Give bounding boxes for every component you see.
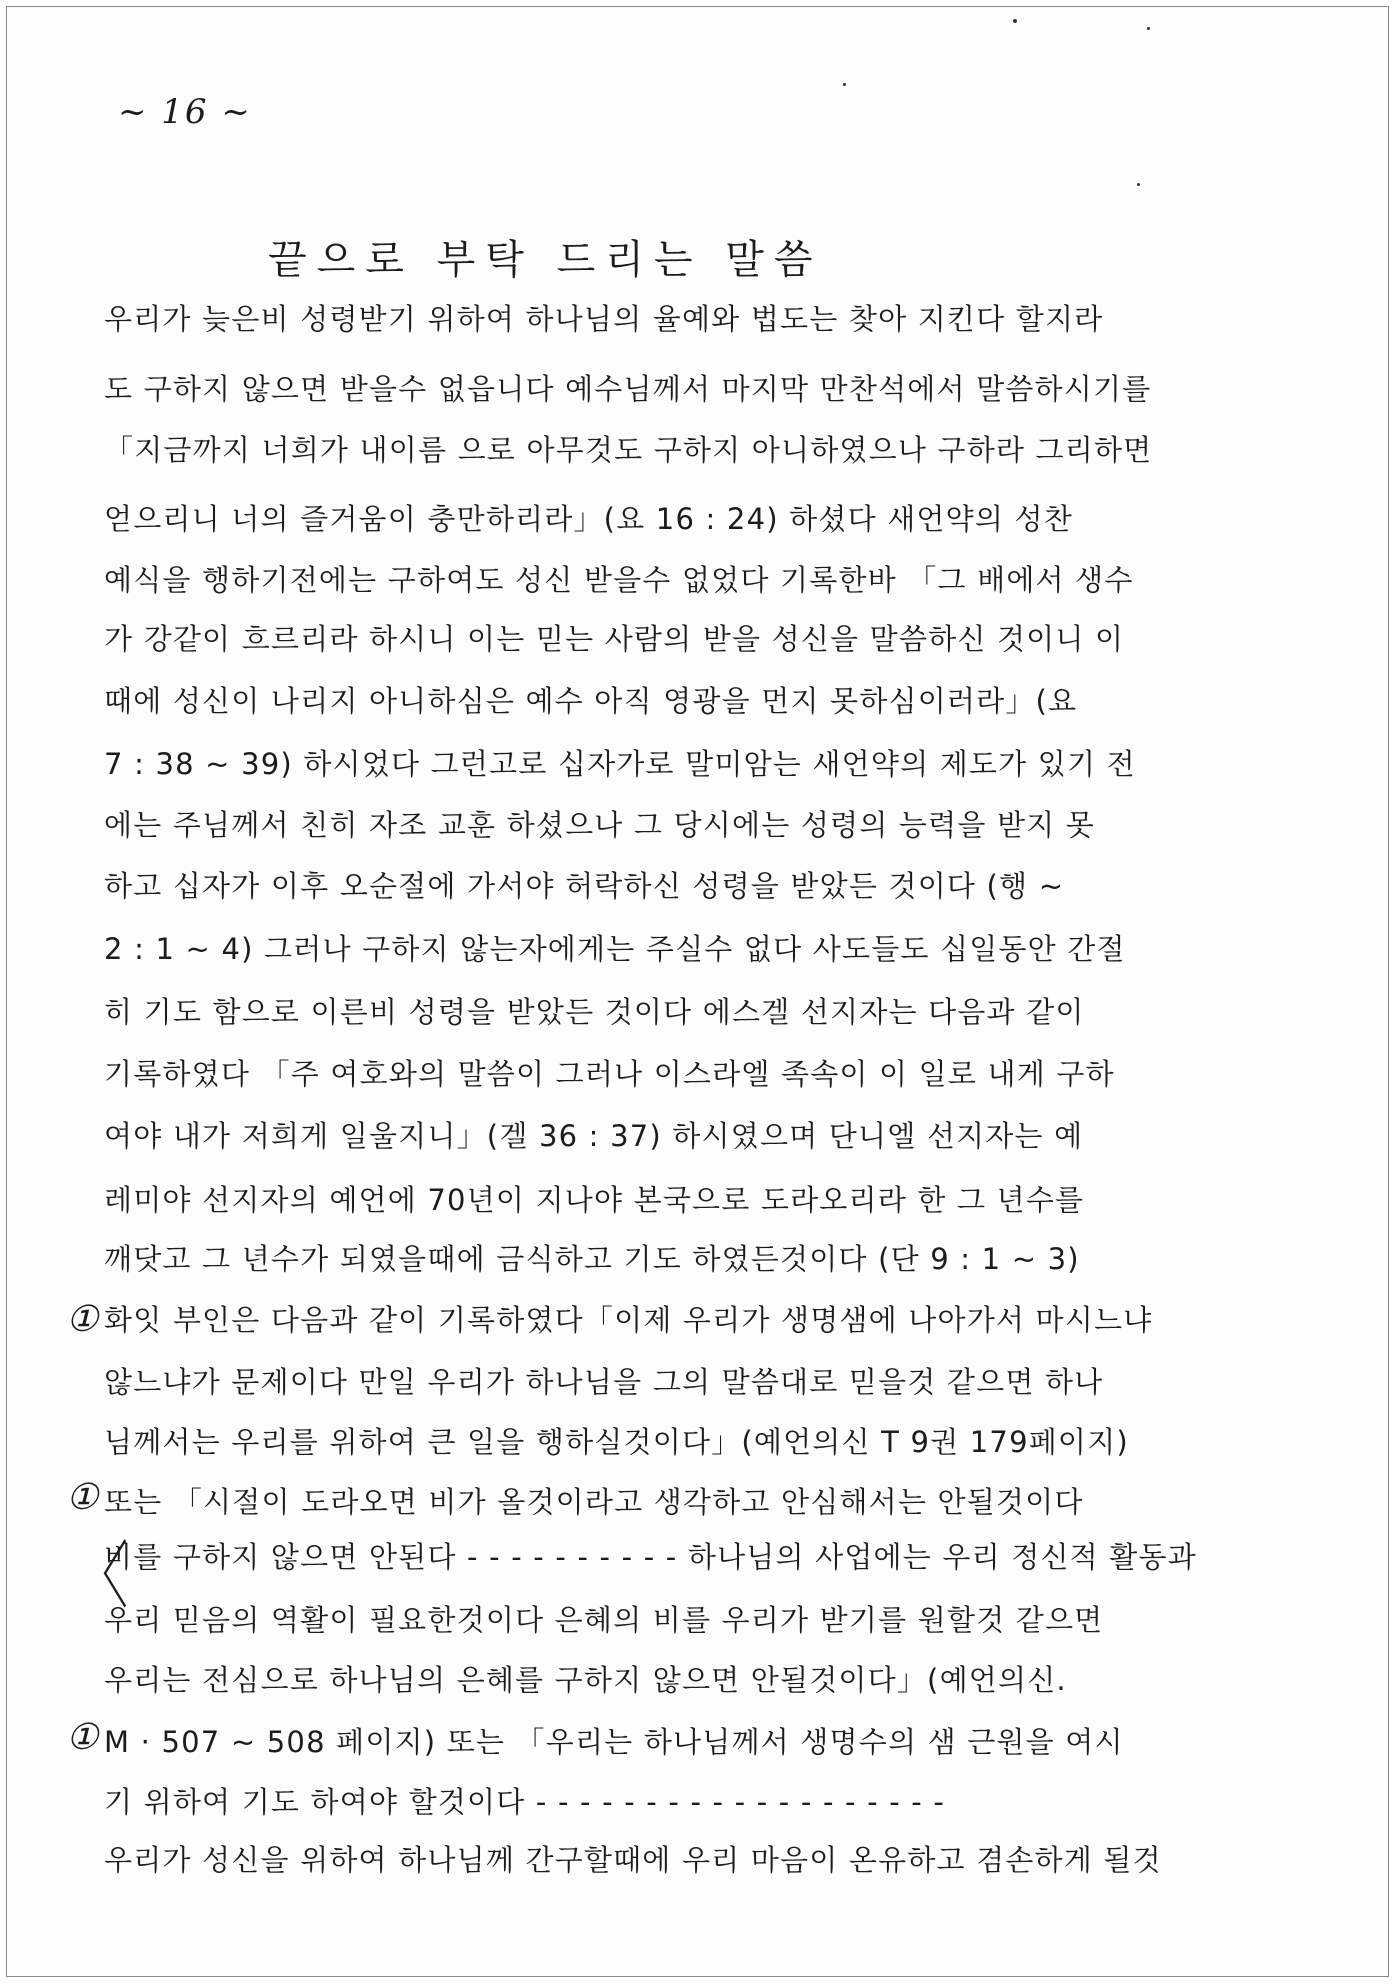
text-line: 우리 믿음의 역활이 필요한것이다 은혜의 비를 우리가 받기를 원할것 같으면 (104, 1603, 1104, 1637)
text-line: 않느냐가 문제이다 만일 우리가 하나님을 그의 말씀대로 믿을것 같으면 하나 (104, 1365, 1104, 1399)
text-line: 깨닷고 그 년수가 되였을때에 금식하고 기도 하였든것이다 (단 9 : 1 ~ 3) (104, 1242, 1080, 1276)
text-line: M · 507 ~ 508 페이지) 또는 「우리는 하나님께서 생명수의 샘 근원을 여시 (104, 1725, 1124, 1759)
text-line: 에는 주님께서 친히 자조 교훈 하셨으나 그 당시에는 성령의 능력을 받지 못 (104, 808, 1096, 842)
text-line: 때에 성신이 나리지 아니하심은 예수 아직 영광을 먼지 못하심이러라」(요 (104, 684, 1078, 718)
text-line: 비를 구하지 않으면 안된다 - - - - - - - - - - 하나님의 사업에는 우리 정신적 활동과 (104, 1540, 1197, 1574)
text-line: 하고 십자가 이후 오순절에 가서야 허락하신 성령을 받았든 것이다 (행 ~ (104, 869, 1065, 903)
margin-mark: ① (66, 1477, 99, 1518)
text-line: 우리가 성신을 위하여 하나님께 간구할때에 우리 마음이 온유하고 겸손하게 될것 (104, 1843, 1162, 1877)
text-line: 우리는 전심으로 하나님의 은혜를 구하지 않으면 안될것이다」(예언의신. (104, 1663, 1067, 1697)
text-line: 7 : 38 ~ 39) 하시었다 그런고로 십자가로 말미암는 새언약의 제도가 있기 전 (104, 747, 1136, 781)
ink-speck (1137, 183, 1140, 186)
text-line: 우리가 늦은비 성령받기 위하여 하나님의 율예와 법도는 찾아 지킨다 할지라 (104, 302, 1104, 336)
text-line: 「지금까지 너희가 내이름 으로 아무것도 구하지 아니하였으나 구하라 그리하면 (104, 433, 1153, 467)
text-line: 여야 내가 저희게 일울지니」(겔 36 : 37) 하시였으며 단니엘 선지자는 예 (104, 1119, 1084, 1153)
text-line: 화잇 부인은 다음과 같이 기록하였다「이제 우리가 생명샘에 나아가서 마시느냐 (104, 1303, 1153, 1337)
text-line: 기 위하여 기도 하여야 할것이다 - - - - - - - - - - - - - - - - - - - (104, 1785, 946, 1819)
text-line: 예식을 행하기전에는 구하여도 성신 받을수 없었다 기록한바 「그 배에서 생수 (104, 563, 1134, 597)
page-number: ~ 16 ~ (118, 92, 252, 132)
margin-mark: ① (66, 1299, 99, 1340)
ink-speck (1013, 19, 1017, 23)
ink-speck (843, 83, 846, 86)
page-title: 끝으로 부탁 드리는 말씀 (268, 237, 823, 283)
text-line: 얻으리니 너의 즐거움이 충만하리라」(요 16 : 24) 하셨다 새언약의 성찬 (104, 502, 1073, 536)
text-line: 도 구하지 않으면 받을수 없읍니다 예수님께서 마지막 만찬석에서 말씀하시기를 (104, 372, 1152, 406)
text-line: 님께서는 우리를 위하여 큰 일을 행하실것이다」(예언의신 T 9권 179페이지) (104, 1425, 1129, 1459)
text-line: 히 기도 함으로 이른비 성령을 받았든 것이다 에스겔 선지자는 다음과 같이 (104, 995, 1085, 1029)
text-line: 또는 「시절이 도라오면 비가 올것이라고 생각하고 안심해서는 안될것이다 (104, 1485, 1084, 1519)
text-line: 가 강같이 흐르리라 하시니 이는 믿는 사람의 받을 성신을 말씀하신 것이니 이 (104, 622, 1125, 656)
text-line: 2 : 1 ~ 4) 그러나 구하지 않는자에게는 주실수 없다 사도들도 십일동안 간절 (104, 932, 1126, 966)
margin-mark: ① (66, 1717, 99, 1758)
text-line: 기록하였다 「주 여호와의 말씀이 그러나 이스라엘 족속이 이 일로 내게 구하 (104, 1057, 1115, 1091)
text-line: 레미야 선지자의 예언에 70년이 지나야 본국으로 도라오리라 한 그 년수를 (104, 1183, 1085, 1217)
ink-speck (1147, 27, 1150, 30)
margin-bracket: 〈 (76, 1535, 129, 1620)
